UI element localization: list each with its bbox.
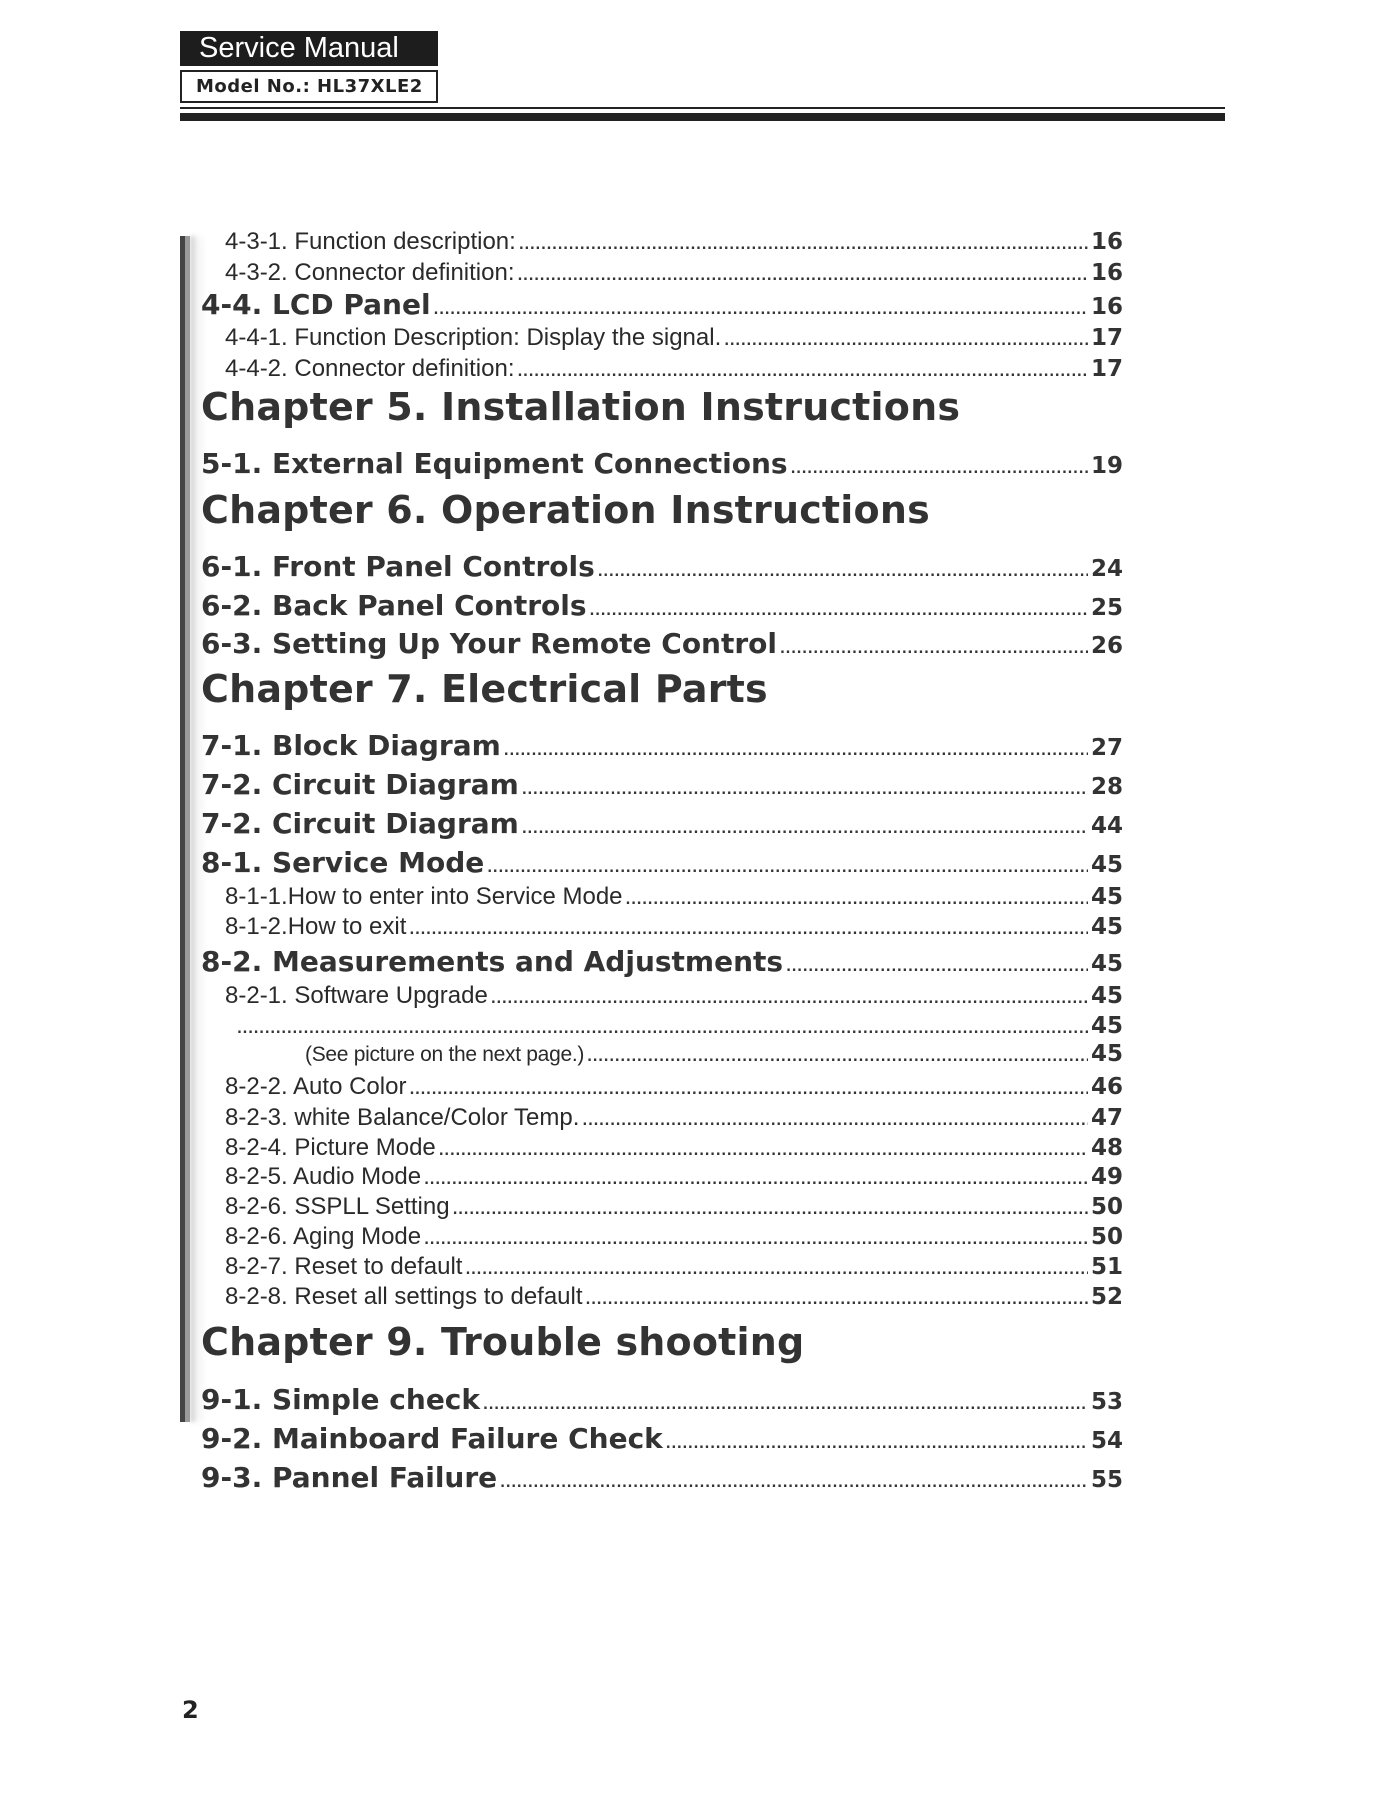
toc-section-entry (201, 768, 1123, 801)
toc-page-number: 24 (1090, 556, 1123, 582)
toc-subsection-entry (201, 913, 1123, 941)
toc-page-number: 45 (1090, 914, 1123, 940)
toc-entry-title: 7-1. Block Diagram (201, 729, 501, 762)
toc-page-number: 45 (1090, 1013, 1123, 1039)
toc-entry-title: 4-3-1. Function description: (225, 228, 516, 255)
toc-section-entry (201, 846, 1123, 879)
toc-page-number: 45 (1090, 951, 1123, 977)
toc-subsection-entry (201, 1073, 1123, 1101)
toc-entry-title: 8-2-1. Software Upgrade (225, 982, 488, 1009)
toc-page-number: 45 (1090, 1041, 1123, 1067)
toc-dot-leader (518, 365, 1088, 380)
toc-dot-leader (424, 1173, 1088, 1188)
toc-dot-leader (453, 1203, 1088, 1218)
toc-entry-title: 8-2-3. white Balance/Color Temp. (225, 1104, 580, 1131)
toc-entry-title: 8-1-1.How to enter into Service Mode (225, 883, 623, 910)
toc-section-entry (201, 288, 1123, 321)
toc-entry-title: 4-4-2. Connector definition: (225, 355, 515, 382)
toc-subsection-entry (201, 883, 1123, 911)
chapter-heading: Chapter 6. Operation Instructions (201, 488, 930, 532)
toc-page-number: 19 (1090, 453, 1123, 479)
toc-section-entry (201, 807, 1123, 840)
toc-section-entry (201, 447, 1123, 480)
model-number-label: Model No.: HL37XLE2 (180, 70, 438, 103)
toc-section-entry (201, 1383, 1123, 1416)
toc-entry-title: 7-2. Circuit Diagram (201, 768, 519, 801)
toc-page-number: 54 (1090, 1428, 1123, 1454)
toc-dot-leader (786, 960, 1088, 975)
toc-page-number: 55 (1090, 1467, 1123, 1493)
toc-page-number: 17 (1090, 325, 1123, 351)
chapter-heading: Chapter 9. Trouble shooting (201, 1320, 805, 1364)
toc-page-number: 45 (1090, 852, 1123, 878)
toc-dot-leader (424, 1233, 1088, 1248)
toc-dot-leader (491, 992, 1088, 1007)
toc-subsection-entry (201, 1283, 1123, 1311)
toc-dot-leader (724, 334, 1088, 349)
toc-entry-title: 9-1. Simple check (201, 1383, 481, 1416)
toc-subsection-entry (201, 1223, 1123, 1251)
toc-section-entry (201, 589, 1123, 622)
toc-subsection-entry (201, 324, 1123, 352)
toc-page-number: 50 (1090, 1194, 1123, 1220)
toc-dot-leader (237, 1022, 1088, 1037)
toc-page-number: 45 (1090, 884, 1123, 910)
toc-subsection-entry (201, 1193, 1123, 1221)
toc-entry-title: (See picture on the next page.) (305, 1043, 585, 1066)
sidebar-accent-bar (180, 236, 185, 1422)
toc-section-entry (201, 1422, 1123, 1455)
toc-section-entry (201, 550, 1123, 583)
page-number: 2 (182, 1696, 199, 1724)
toc-page-number: 48 (1090, 1135, 1123, 1161)
toc-entry-title: 8-2-7. Reset to default (225, 1253, 463, 1280)
toc-entry-title: 4-4-1. Function Description: Display the signal. (225, 324, 722, 351)
toc-dot-leader (586, 1293, 1088, 1308)
toc-dot-leader (434, 303, 1088, 318)
toc-entry-title: 9-2. Mainboard Failure Check (201, 1422, 663, 1455)
toc-page-number: 27 (1090, 735, 1123, 761)
toc-dot-leader (465, 1263, 1088, 1278)
toc-dot-leader (409, 1083, 1088, 1098)
toc-dot-leader (483, 1398, 1088, 1413)
toc-subsection-entry (201, 1013, 1123, 1039)
toc-dot-leader (522, 783, 1088, 798)
toc-entry-title: 8-2-6. SSPLL Setting (225, 1193, 450, 1220)
chapter-heading: Chapter 7. Electrical Parts (201, 667, 768, 711)
toc-entry-title: 6-3. Setting Up Your Remote Control (201, 627, 778, 660)
toc-dot-leader (500, 1476, 1088, 1491)
toc-dot-leader (780, 642, 1088, 657)
toc-subsection-entry (201, 1163, 1123, 1191)
toc-page-number: 50 (1090, 1224, 1123, 1250)
toc-subsection-entry (201, 228, 1123, 256)
toc-entry-title: 8-1-2.How to exit (225, 913, 407, 940)
toc-dot-leader (504, 744, 1088, 759)
toc-page-number: 46 (1090, 1074, 1123, 1100)
toc-page-number: 53 (1090, 1389, 1123, 1415)
toc-page-number: 16 (1090, 229, 1123, 255)
toc-entry-title: 5-1. External Equipment Connections (201, 447, 788, 480)
toc-section-entry (201, 945, 1123, 978)
toc-dot-leader (518, 269, 1088, 284)
table-of-contents (201, 0, 1123, 1812)
toc-entry-title: 8-1. Service Mode (201, 846, 485, 879)
toc-dot-leader (582, 1114, 1088, 1129)
toc-dot-leader (626, 893, 1088, 908)
chapter-heading: Chapter 5. Installation Instructions (201, 385, 961, 429)
toc-entry-title: 8-2-8. Reset all settings to default (225, 1283, 583, 1310)
toc-entry-title: 8-2-2. Auto Color (225, 1073, 407, 1100)
toc-page-number: 16 (1090, 260, 1123, 286)
toc-page-number: 51 (1090, 1254, 1123, 1280)
toc-entry-title: 4-4. LCD Panel (201, 288, 431, 321)
toc-section-entry (201, 1461, 1123, 1494)
toc-dot-leader (590, 604, 1088, 619)
toc-subsection-entry (201, 259, 1123, 287)
toc-dot-leader (666, 1437, 1088, 1452)
toc-dot-leader (791, 462, 1088, 477)
toc-dot-leader (598, 565, 1088, 580)
toc-entry-title: 8-2-4. Picture Mode (225, 1134, 436, 1161)
toc-dot-leader (519, 238, 1088, 253)
toc-entry-title: 6-1. Front Panel Controls (201, 550, 595, 583)
toc-page-number: 17 (1090, 356, 1123, 382)
toc-page-number: 16 (1090, 294, 1123, 320)
toc-subsection-entry (201, 355, 1123, 383)
toc-dot-leader (439, 1144, 1088, 1159)
toc-entry-title: 8-2. Measurements and Adjustments (201, 945, 784, 978)
toc-entry-title: 8-2-6. Aging Mode (225, 1223, 422, 1250)
toc-page-number: 45 (1090, 983, 1123, 1009)
toc-entry-title: 9-3. Pannel Failure (201, 1461, 498, 1494)
toc-page-number: 49 (1090, 1164, 1123, 1190)
toc-page-number: 52 (1090, 1284, 1123, 1310)
toc-dot-leader (487, 861, 1088, 876)
toc-entry-title: 7-2. Circuit Diagram (201, 807, 519, 840)
toc-section-entry (201, 627, 1123, 660)
toc-page-number: 26 (1090, 633, 1123, 659)
toc-subsection-entry (201, 1134, 1123, 1162)
toc-page-number: 28 (1090, 774, 1123, 800)
toc-subsection-entry (201, 1104, 1123, 1132)
toc-section-entry (201, 729, 1123, 762)
toc-page-number: 44 (1090, 813, 1123, 839)
toc-entry-title: 8-2-5. Audio Mode (225, 1163, 422, 1190)
toc-dot-leader (522, 822, 1088, 837)
toc-dot-leader (587, 1050, 1088, 1065)
toc-page-number: 47 (1090, 1105, 1123, 1131)
toc-entry-title: 6-2. Back Panel Controls (201, 589, 587, 622)
toc-subsection-entry (201, 982, 1123, 1010)
toc-subsection-entry (201, 1041, 1123, 1067)
service-manual-title: Service Manual (180, 31, 438, 66)
toc-page-number: 25 (1090, 595, 1123, 621)
toc-dot-leader (409, 923, 1088, 938)
toc-subsection-entry (201, 1253, 1123, 1281)
toc-entry-title: 4-3-2. Connector definition: (225, 259, 515, 286)
